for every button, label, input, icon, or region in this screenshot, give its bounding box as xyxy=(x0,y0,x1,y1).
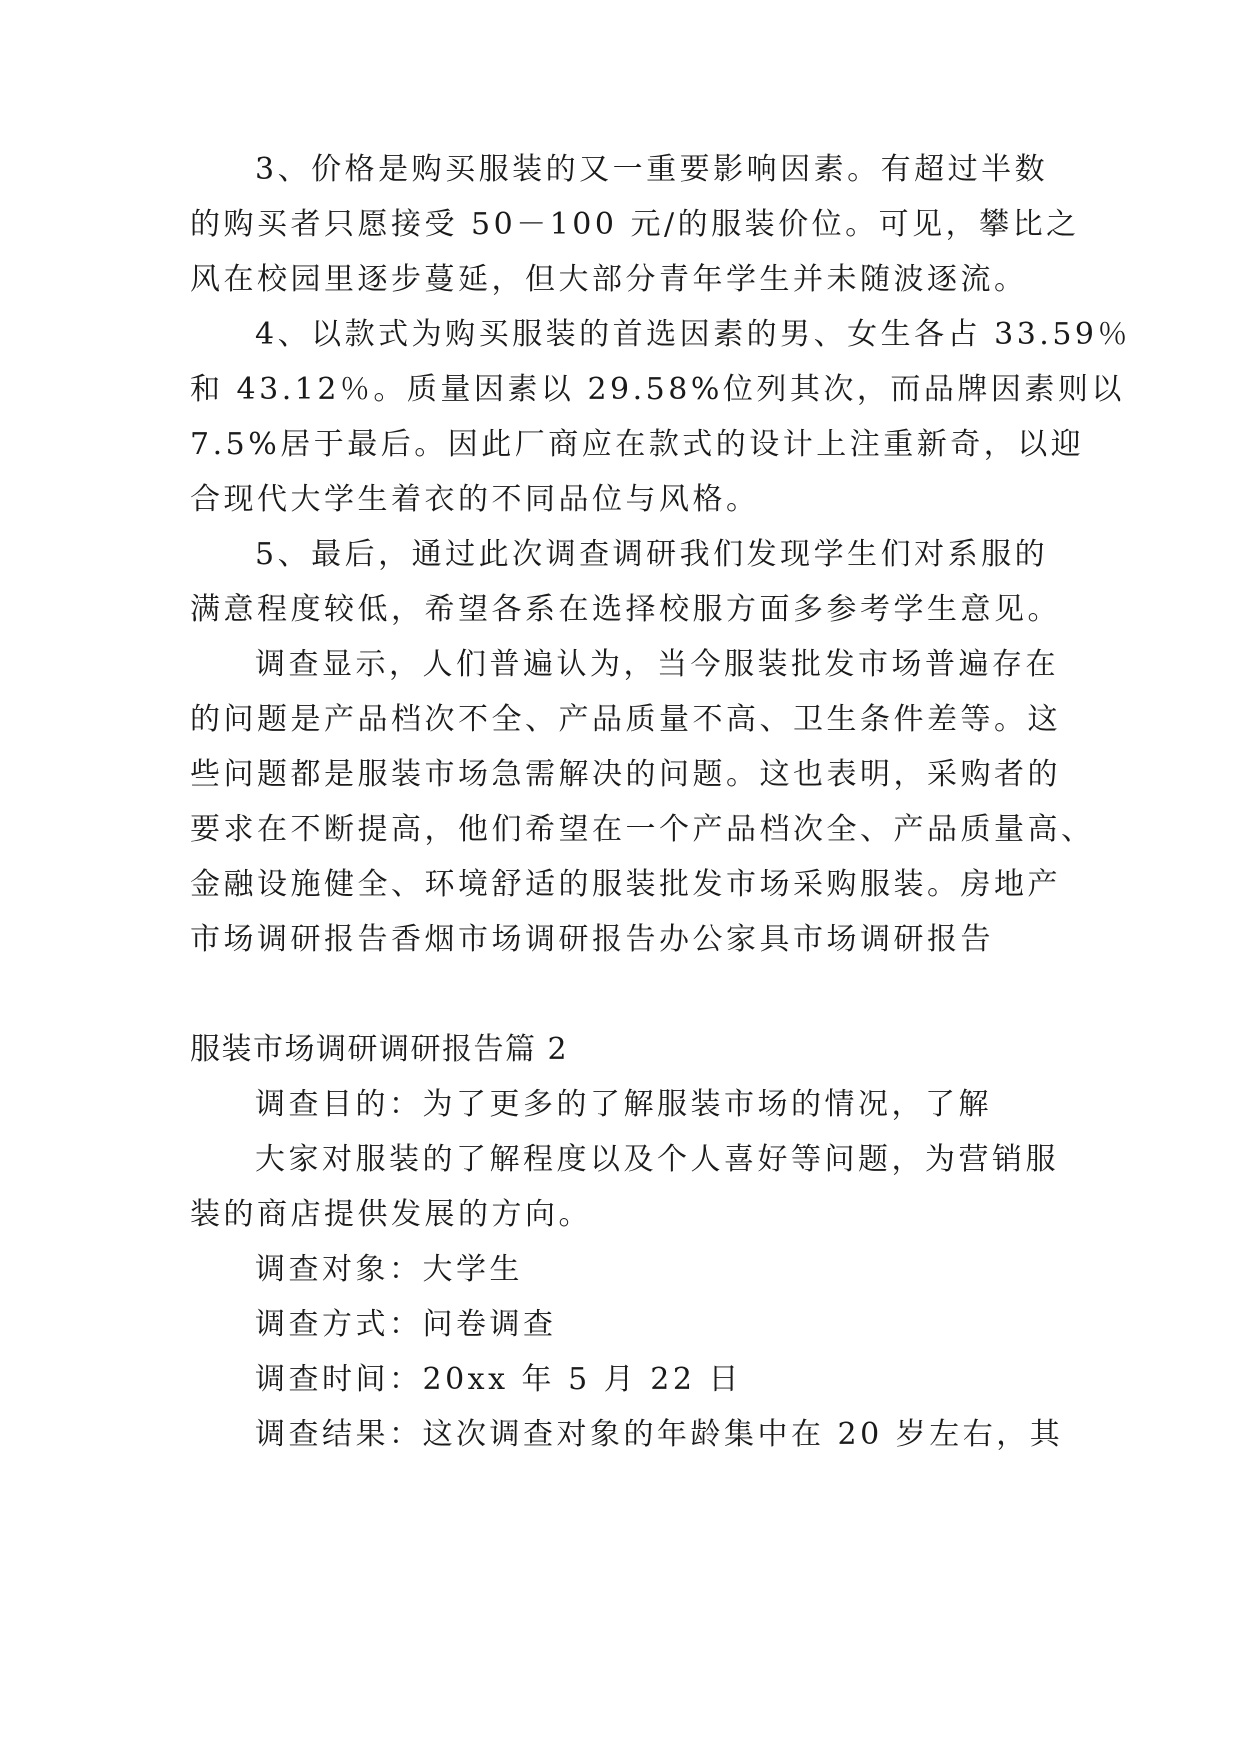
paragraph-line: 4、以款式为购买服装的首选因素的男、女生各占 33.59％ xyxy=(255,317,1132,352)
section-title: 服装市场调研调研报告篇 2 xyxy=(190,1032,569,1067)
paragraph-line: 调查目的：为了更多的了解服装市场的情况，了解 xyxy=(255,1087,992,1122)
paragraph-line: 装的商店提供发展的方向。 xyxy=(190,1197,592,1232)
paragraph-line: 的购买者只愿接受 50－100 元/的服装价位。可见，攀比之 xyxy=(190,207,1080,242)
paragraph-line: 些问题都是服装市场急需解决的问题。这也表明，采购者的 xyxy=(190,757,1061,792)
paragraph-line: 5、最后，通过此次调查调研我们发现学生们对系服的 xyxy=(255,537,1049,572)
paragraph-line: 市场调研报告香烟市场调研报告办公家具市场调研报告 xyxy=(190,922,994,957)
paragraph-line: 调查方式：问卷调查 xyxy=(255,1307,557,1342)
paragraph-line: 调查结果：这次调查对象的年龄集中在 20 岁左右，其 xyxy=(255,1417,1064,1452)
paragraph-line: 要求在不断提高，他们希望在一个产品档次全、产品质量高、 xyxy=(190,812,1095,847)
paragraph-line: 满意程度较低，希望各系在选择校服方面多参考学生意见。 xyxy=(190,592,1061,627)
paragraph-line: 和 43.12％。质量因素以 29.58%位列其次，而品牌因素则以 xyxy=(190,372,1125,407)
paragraph-line: 的问题是产品档次不全、产品质量不高、卫生条件差等。这 xyxy=(190,702,1061,737)
paragraph-line: 3、价格是购买服装的又一重要影响因素。有超过半数 xyxy=(255,152,1049,187)
paragraph-line: 大家对服装的了解程度以及个人喜好等问题，为营销服 xyxy=(255,1142,1059,1177)
paragraph-line: 7.5%居于最后。因此厂商应在款式的设计上注重新奇，以迎 xyxy=(190,427,1085,462)
paragraph-line: 金融设施健全、环境舒适的服装批发市场采购服装。房地产 xyxy=(190,867,1061,902)
paragraph-line: 调查对象：大学生 xyxy=(255,1252,523,1287)
paragraph-line: 风在校园里逐步蔓延，但大部分青年学生并未随波逐流。 xyxy=(190,262,1028,297)
paragraph-line: 合现代大学生着衣的不同品位与风格。 xyxy=(190,482,760,517)
paragraph-line: 调查时间：20xx 年 5 月 22 日 xyxy=(255,1362,742,1397)
paragraph-line: 调查显示，人们普遍认为，当今服装批发市场普遍存在 xyxy=(255,647,1059,682)
